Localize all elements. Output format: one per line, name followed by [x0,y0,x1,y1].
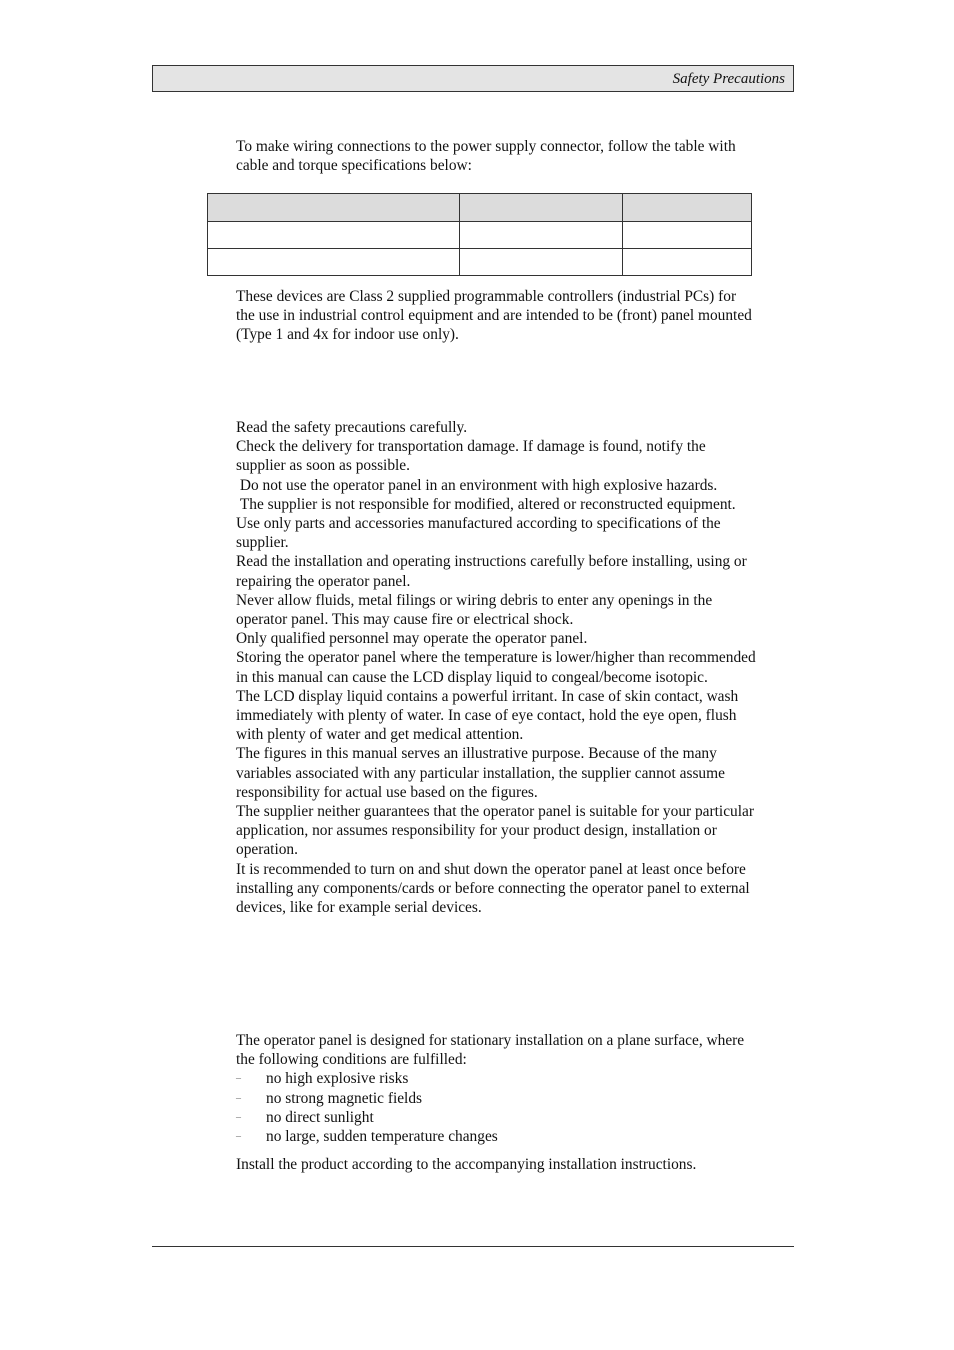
conditions-list [236,1069,756,1146]
precaution-item: Use only parts and accessories manufactured according to specifications of the supplier. [236,515,721,552]
table-cell [208,249,460,276]
bullet-dash-icon: – [236,1092,241,1104]
footer-divider [152,1246,794,1247]
precaution-item: The figures in this manual serves an illustrative purpose. Because of the many variables associated with any particular installation, the supplier cannot assume responsibility for actual use based on the figures. [236,745,725,801]
precaution-item: Read the safety precautions carefully. [236,419,468,436]
condition-text: no high explosive risks [266,1070,409,1088]
table-row [208,222,752,249]
table-header-row [208,194,752,222]
bullet-dash-icon: – [236,1131,241,1143]
table-cell [208,194,460,222]
condition-text: no direct sunlight [266,1108,374,1126]
header-title: Safety Precautions [672,71,785,87]
precaution-item: Never allow fluids, metal filings or wiring debris to enter any openings in the operator panel. This may cause fire or electrical shock. [236,591,713,629]
table-cell [208,222,460,249]
page-header [152,65,794,92]
condition-text: no large, sudden temperature changes [266,1128,498,1146]
table-cell [623,249,752,276]
table-cell [460,222,623,249]
list-item [236,1069,756,1088]
installation-closing: Install the product according to the accompanying installation instructions. [236,1156,697,1174]
list-item [236,1089,756,1108]
intro-paragraph [236,137,756,175]
precaution-item: The supplier is not responsible for modified, altered or reconstructed equipment. [236,495,736,513]
condition-text: no strong magnetic fields [266,1089,423,1107]
table-row [208,249,752,276]
table-cell [623,194,752,222]
list-item [236,1127,756,1146]
bullet-dash-icon: – [236,1073,241,1085]
table-cell [623,222,752,249]
precaution-item: Only qualified personnel may operate the operator panel. [236,630,588,648]
wiring-spec-table [207,193,752,276]
precaution-item: Check the delivery for transportation damage. If damage is found, notify the supplier as soon as possible. [236,438,706,475]
precaution-item: The LCD display liquid contains a powerful irritant. In case of skin contact, wash immediately with plenty of water. In case of eye contact, hold the eye open, flush with plenty of water and get medical attention. [236,687,739,744]
precaution-item: Read the installation and operating instructions carefully before installing, using or repairing the operator panel. [236,553,747,590]
class2-text: These devices are Class 2 supplied programmable controllers (industrial PCs) for the use in industrial control equipment and are intended to be (front) panel mounted (Type 1 and 4x for indoor use only). [236,288,752,344]
class2-paragraph [236,287,756,345]
precaution-item: Do not use the operator panel in an environment with high explosive hazards. [236,476,718,494]
table-cell [460,194,623,222]
intro-text: To make wiring connections to the power supply connector, follow the table with cable and torque specifications below: [236,138,736,175]
table-cell [460,249,623,276]
precaution-item: It is recommended to turn on and shut down the operator panel at least once before installing any components/cards or before connecting the operator panel to external devices, like for example serial devices. [236,860,750,917]
general-precautions [236,418,756,917]
list-item [236,1108,756,1127]
installation-intro: The operator panel is designed for stationary installation on a plane surface, where the following conditions are fulfilled: [236,1032,745,1069]
precaution-item: Storing the operator panel where the temperature is lower/higher than recommended in this manual can cause the LCD display liquid to congeal/become isotopic. [236,649,756,686]
precaution-item: The supplier neither guarantees that the operator panel is suitable for your particular application, nor assumes responsibility for your product design, installation or operation. [236,803,754,859]
installation-section [236,1031,756,1174]
bullet-dash-icon: – [236,1111,241,1123]
